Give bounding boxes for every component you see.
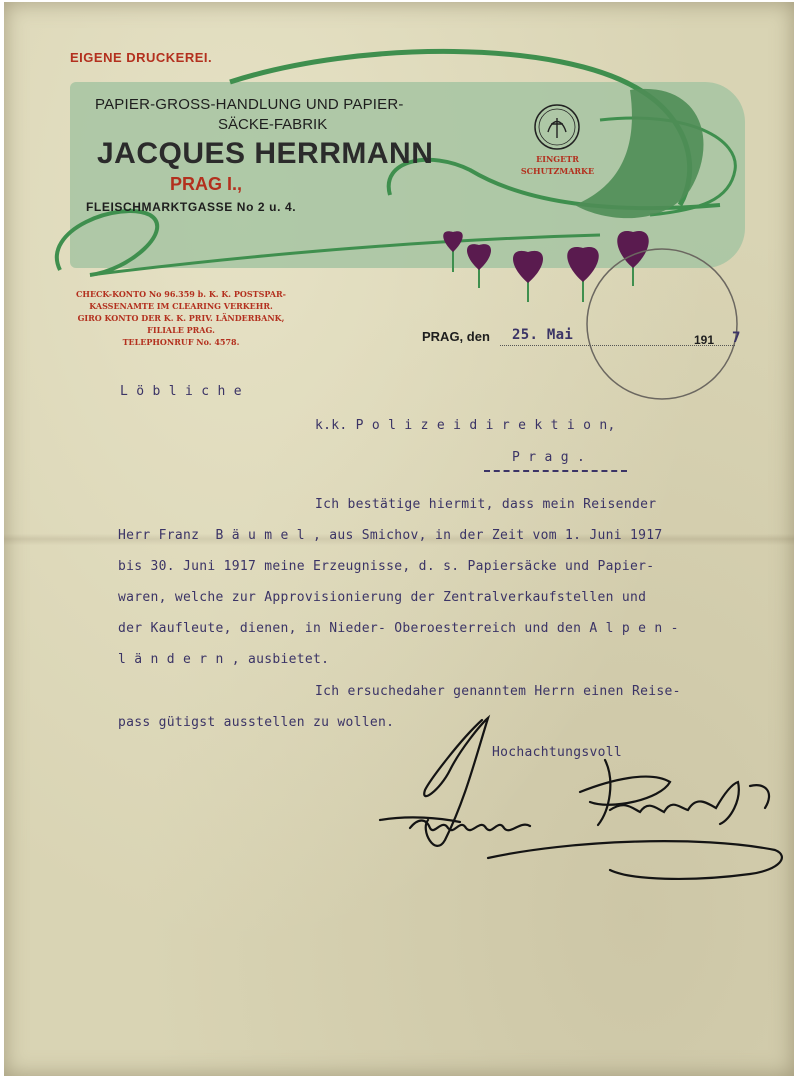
- business-line-2: SÄCKE-FABRIK: [218, 116, 328, 133]
- trademark-line-1: EINGETR: [536, 154, 579, 164]
- business-line-1: PAPIER-GROSS-HANDLUNG UND PAPIER-: [95, 96, 404, 113]
- body-line: pass gütigst ausstellen zu wollen.: [118, 715, 395, 730]
- body-line: Ich ersuchedaher genanntem Herrn einen Reise-: [315, 684, 681, 699]
- trademark-line-2: SCHUTZMARKE: [520, 166, 595, 176]
- body-line: waren, welche zur Approvisionierung der Zentralverkaufstellen und: [118, 590, 647, 605]
- contact-line: CHECK-KONTO No 96.359 b. K. K. POSTSPAR-: [76, 289, 286, 299]
- contact-line: FILIALE PRAG.: [147, 325, 215, 335]
- company-name: JACQUES HERRMANN: [97, 137, 434, 170]
- body-line: l ä n d e r n , ausbietet.: [118, 652, 330, 667]
- closing: Hochachtungsvoll: [492, 745, 623, 760]
- salutation: L ö b l i c h e: [120, 384, 242, 399]
- signature-image: [370, 700, 790, 900]
- dateline-place: PRAG, den: [422, 329, 490, 344]
- recipient-underline: [484, 470, 627, 472]
- dateline-year-prefix: 191: [694, 333, 715, 347]
- trademark-label: [515, 153, 600, 177]
- dateline-day-month: 25. Mai: [512, 327, 574, 343]
- recipient: k.k. P o l i z e i d i r e k t i o n,: [315, 418, 616, 433]
- contact-block: [66, 288, 296, 348]
- contact-line: TELEPHONRUF No. 4578.: [122, 337, 240, 347]
- recipient-city: P r a g .: [512, 450, 586, 465]
- body-line: der Kaufleute, dienen, in Nieder- Oberoesterreich und den A l p e n -: [118, 621, 679, 636]
- contact-line: KASSENAMTE IM CLEARING VERKEHR.: [89, 301, 273, 311]
- print-note: EIGENE DRUCKEREI.: [70, 50, 213, 65]
- dateline-year-suffix: 7: [732, 330, 741, 346]
- company-street: FLEISCHMARKTGASSE No 2 u. 4.: [86, 200, 297, 214]
- body-line: Herr Franz B ä u m e l , aus Smichov, in der Zeit vom 1. Juni 1917: [118, 528, 663, 543]
- body-line: bis 30. Juni 1917 meine Erzeugnisse, d. s. Papiersäcke und Papier-: [118, 559, 655, 574]
- company-city: PRAG I.,: [170, 174, 243, 194]
- contact-line: GIRO KONTO DER K. K. PRIV. LÄNDERBANK,: [77, 313, 285, 323]
- body-line: Ich bestätige hiermit, dass mein Reisender: [315, 497, 657, 512]
